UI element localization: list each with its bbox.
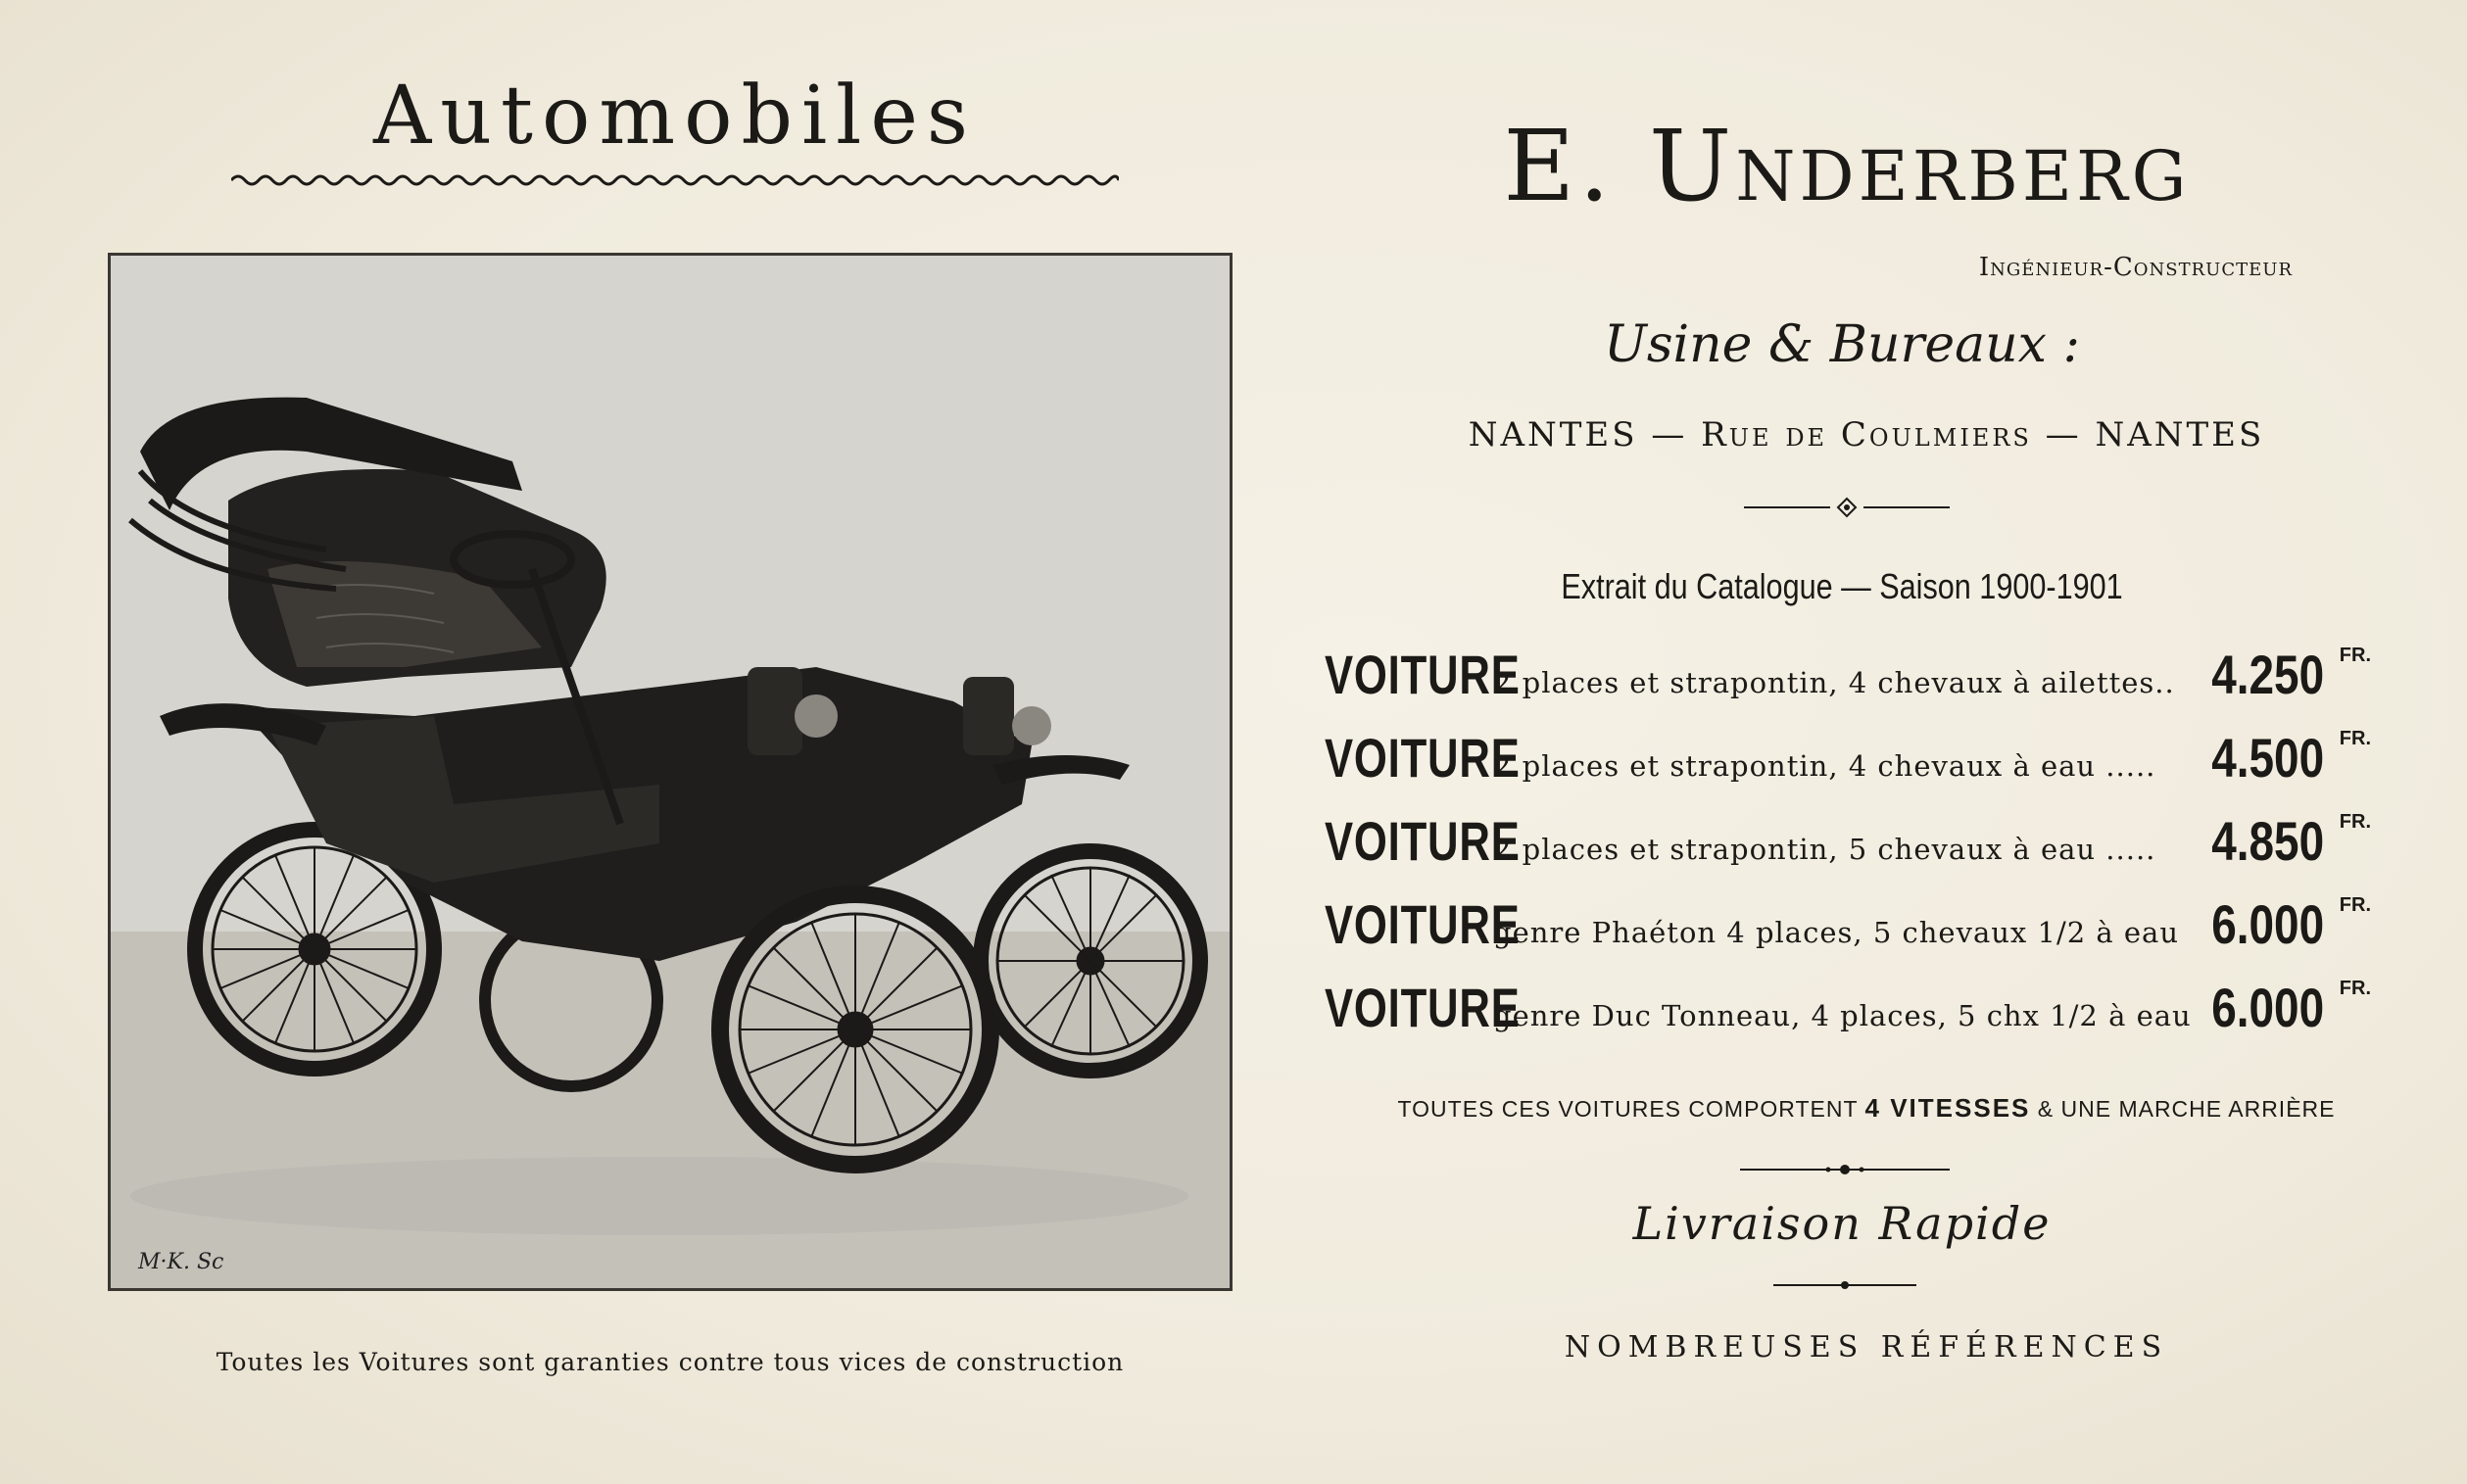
vehicle-type: VOITURE (1325, 977, 1521, 1038)
vehicle-price: 4.250 (2211, 644, 2324, 705)
vehicle-description: genre Duc Tonneau, 4 places, 5 chx 1/2 à eau (1493, 999, 2192, 1032)
automobile-photograph (108, 253, 1233, 1291)
price-unit: FR. (2339, 894, 2371, 916)
gears-note-prefix: TOUTES CES VOITURES COMPORTENT (1397, 1096, 1865, 1122)
gears-note-suffix: & UNE MARCHE ARRIÈRE (2030, 1096, 2336, 1122)
vehicle-description: 2 places et strapontin, 5 chevaux à eau ..... (1493, 833, 2156, 866)
vehicle-price: 4.500 (2211, 727, 2324, 789)
company-name: E. Underberg (1503, 109, 2191, 223)
price-unit: FR. (2339, 728, 2371, 749)
references-text: NOMBREUSES RÉFÉRENCES (1564, 1330, 2169, 1364)
vehicle-type: VOITURE (1325, 893, 1521, 955)
vehicle-price: 6.000 (2211, 977, 2324, 1038)
vehicle-type: VOITURE (1325, 727, 1521, 789)
works-and-offices: Usine & Bureaux : (1604, 315, 2080, 374)
catalogue-extract-heading: Extrait du Catalogue — Saison 1900-1901 (1561, 566, 2123, 606)
price-row (1325, 970, 2383, 1053)
vehicle-price: 6.000 (2211, 893, 2324, 955)
vehicle-type: VOITURE (1325, 644, 1521, 705)
price-list (1325, 637, 2383, 1053)
gears-note (1372, 1093, 2361, 1124)
automobiles-heading: Automobiles (372, 70, 978, 163)
price-unit: FR. (2339, 645, 2371, 666)
vehicle-price: 4.850 (2211, 810, 2324, 872)
price-unit: FR. (2339, 811, 2371, 833)
vehicle-description: genre Phaéton 4 places, 5 chevaux 1/2 à eau (1493, 916, 2180, 949)
vehicle-description: 2 places et strapontin, 4 chevaux à ailettes.. (1493, 666, 2175, 699)
engraver-signature: M·K. Sc (138, 1250, 224, 1274)
ornament-divider-top (1744, 496, 1950, 519)
ornament-divider-middle (1740, 1160, 1950, 1179)
vehicle-type: VOITURE (1325, 810, 1521, 872)
voiturette-illustration (111, 256, 1230, 1288)
price-unit: FR. (2339, 978, 2371, 999)
price-row (1325, 886, 2383, 970)
gears-note-emphasis: 4 VITESSES (1864, 1093, 2031, 1123)
guarantee-caption: Toutes les Voitures sont garanties contre tous vices de construction (216, 1348, 1125, 1376)
price-row (1325, 637, 2383, 720)
engineer-title: Ingénieur-Constructeur (1978, 253, 2293, 282)
price-row (1325, 720, 2383, 803)
address-line: NANTES — Rue de Coulmiers — NANTES (1468, 415, 2265, 455)
wavy-underline (231, 172, 1119, 188)
fast-delivery-text: Livraison Rapide (1632, 1197, 2052, 1250)
price-row (1325, 803, 2383, 886)
ornament-divider-bottom (1773, 1275, 1916, 1295)
vehicle-description: 2 places et strapontin, 4 chevaux à eau ..... (1493, 749, 2156, 783)
